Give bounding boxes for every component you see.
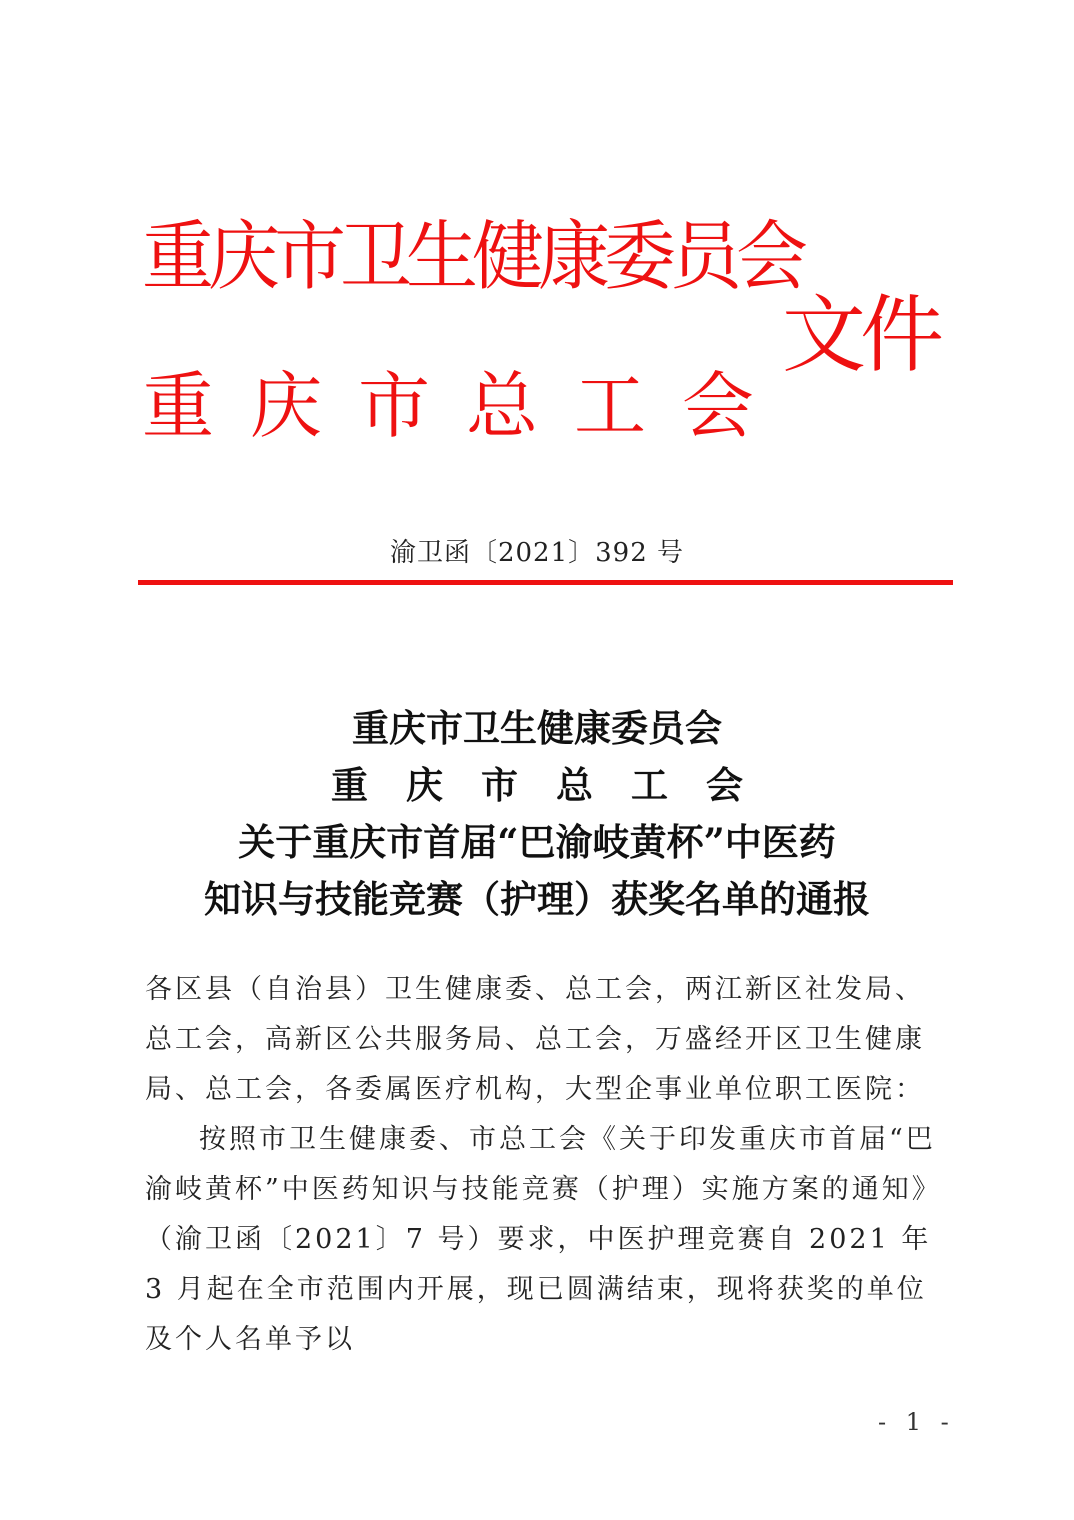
document-title <box>0 700 1074 928</box>
issuer-line-health-commission: 重庆市卫生健康委员会 <box>142 211 803 301</box>
issuer-char: 会 <box>681 364 754 448</box>
issuer-char: 庆 <box>249 364 322 448</box>
title-line-4: 知识与技能竞赛（护理）获奖名单的通报 <box>204 877 870 921</box>
title-char: 会 <box>706 763 743 807</box>
title-char: 总 <box>556 763 593 807</box>
page-number: - 1 - <box>878 1408 955 1436</box>
document-type-label: 文件 <box>782 286 939 384</box>
issuer-char: 重 <box>142 364 215 448</box>
issuer-char: 总 <box>465 364 538 448</box>
title-char: 市 <box>481 763 518 807</box>
title-char: 庆 <box>406 763 443 807</box>
title-line-1: 重庆市卫生健康委员会 <box>352 706 722 750</box>
body-paragraph-1: 按照市卫生健康委、市总工会《关于印发重庆市首届“巴渝岐黄杯”中医药知识与技能竞赛（护理）实施方案的通知》（渝卫函〔2021〕7 号）要求，中医护理竞赛自 2021 年 3 月起在全市范围内开展，现已圆满结束，现将获奖的单位及个人名单予以 <box>145 1124 942 1355</box>
title-char: 重 <box>331 763 368 807</box>
title-line-2 <box>331 757 743 814</box>
red-divider <box>138 580 953 585</box>
issuer-line-trade-union <box>142 358 754 454</box>
document-number: 渝卫函〔2021〕392 号 <box>389 538 685 568</box>
title-char: 工 <box>631 763 668 807</box>
addressee-paragraph: 各区县（自治县）卫生健康委、总工会，两江新区社发局、总工会，高新区公共服务局、总工会，万盛经开区卫生健康局、总工会，各委属医疗机构，大型企事业单位职工医院： <box>145 974 925 1105</box>
issuer-char: 市 <box>357 364 430 448</box>
issuer-char: 工 <box>573 364 646 448</box>
title-line-3: 关于重庆市首届“巴渝岐黄杯”中医药 <box>238 820 836 864</box>
